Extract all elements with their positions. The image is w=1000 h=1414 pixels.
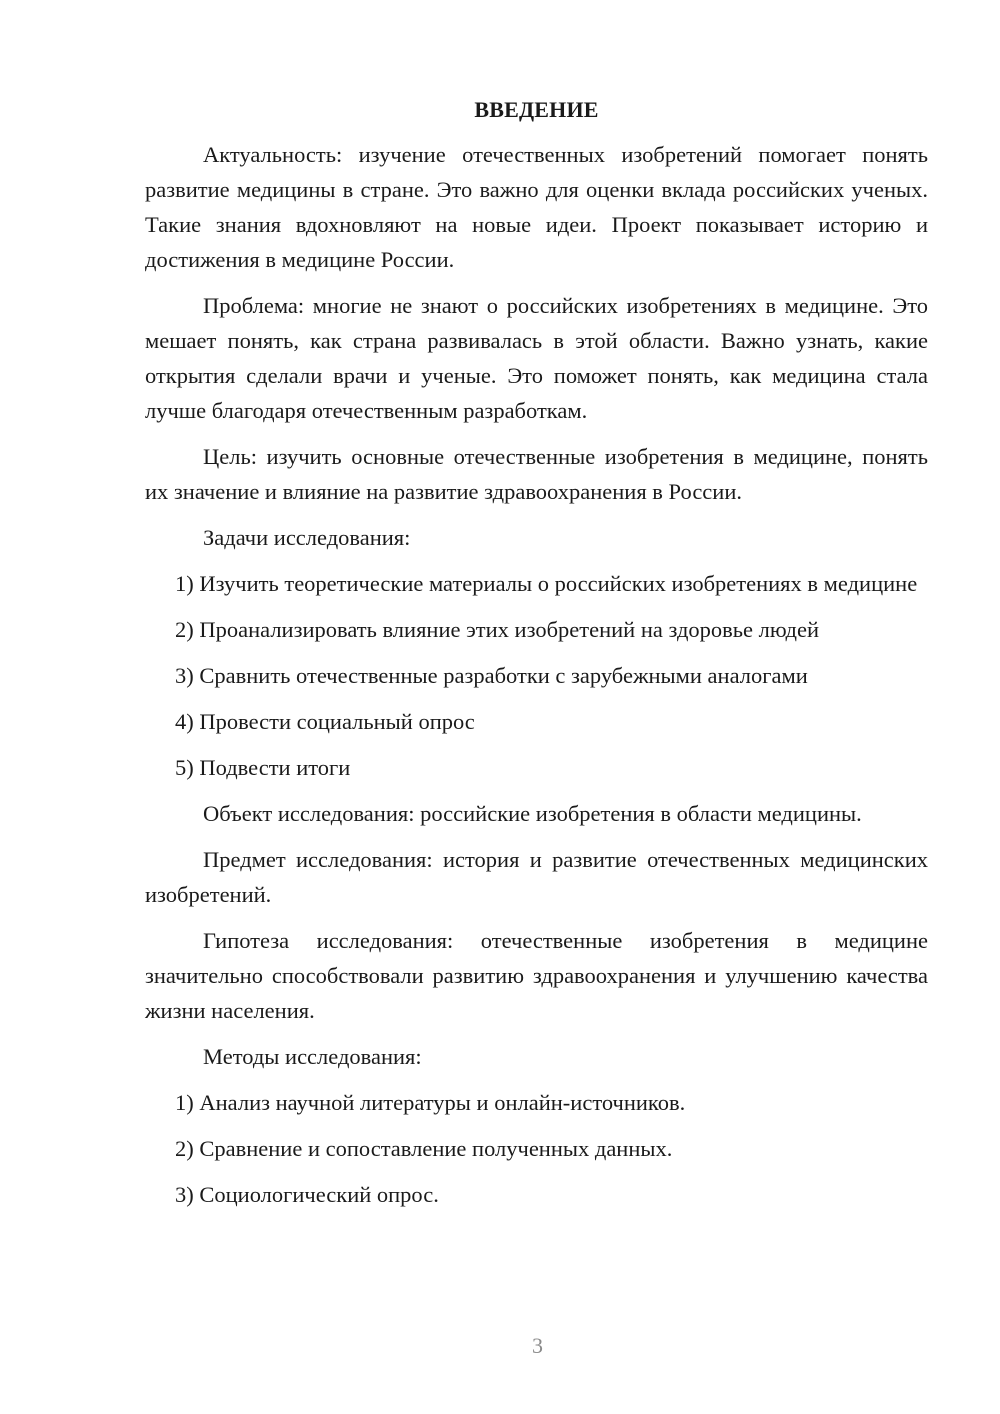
list-item: 4) Провести социальный опрос	[175, 709, 475, 734]
problem-paragraph: Проблема: многие не знают о российских изобретениях в медицине. Это мешает понять, как страна развивалась в этой области. Важно узнать, какие открытия сделали врачи и ученые. Это поможет понять, как медицина стала лучше благодаря отечественным разработкам.	[145, 293, 928, 423]
list-item: 3) Сравнить отечественные разработки с зарубежными аналогами	[175, 663, 808, 688]
hypothesis-paragraph: Гипотеза исследования: отечественные изобретения в медицине значительно способствовали развитию здравоохранения и улучшению качества жизни населения.	[145, 928, 928, 1023]
list-item: 1) Изучить теоретические материалы о российских изобретениях в медицине	[175, 571, 918, 596]
tasks-list	[145, 566, 928, 785]
list-item: 2) Сравнение и сопоставление полученных данных.	[175, 1136, 673, 1161]
tasks-heading: Задачи исследования:	[203, 525, 411, 550]
list-item: 5) Подвести итоги	[175, 755, 351, 780]
methods-list	[145, 1085, 928, 1212]
list-item: 3) Социологический опрос.	[175, 1182, 439, 1207]
page-title: ВВЕДЕНИЕ	[474, 97, 599, 122]
list-item: 2) Проанализировать влияние этих изобретений на здоровье людей	[175, 617, 820, 642]
object-paragraph: Объект исследования: российские изобретения в области медицины.	[203, 801, 862, 826]
page-number: 3	[532, 1333, 543, 1358]
methods-heading: Методы исследования:	[203, 1044, 422, 1069]
relevance-paragraph: Актуальность: изучение отечественных изобретений помогает понять развитие медицины в стране. Это важно для оценки вклада российских ученых. Такие знания вдохновляют на новые идеи. Проект показывает историю и достижения в медицине России.	[145, 142, 928, 272]
list-item: 1) Анализ научной литературы и онлайн-источников.	[175, 1090, 686, 1115]
subject-paragraph: Предмет исследования: история и развитие отечественных медицинских изобретений.	[145, 847, 928, 907]
goal-paragraph: Цель: изучить основные отечественные изобретения в медицине, понять их значение и влияние на развитие здравоохранения в России.	[145, 444, 928, 504]
page-content	[145, 92, 928, 1223]
